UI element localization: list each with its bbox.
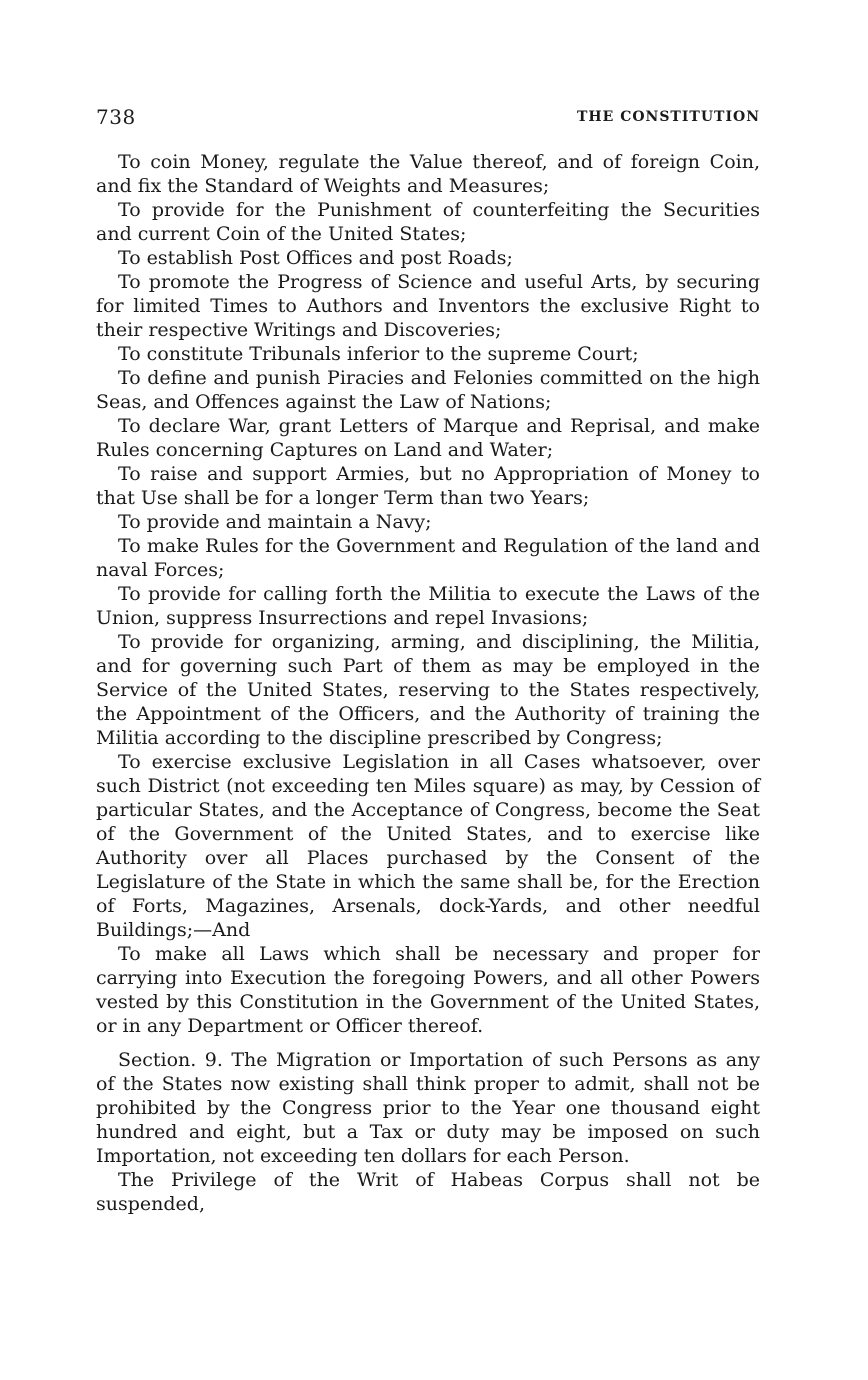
clause-habeas-corpus: The Privilege of the Writ of Habeas Corpus shall not be suspended, xyxy=(96,1169,760,1215)
clause-post-offices: To establish Post Offices and post Roads; xyxy=(118,247,513,269)
clause-exclusive-legislation: To exercise exclusive Legislation in all Cases whatsoever, over such District (not exceeding ten Miles square) as may, by Cession of particular States, and the Acceptance of Congress, become the Seat of the Government of the United States, and to exercise like Authority over all Places purchased by the Consent of the Legislature of the State in which the same shall be, for the Erection of Forts, Magazines, Arsenals, dock-Yards, and other needful Buildings;—And xyxy=(96,751,760,941)
clause-calling-militia: To provide for calling forth the Militia to execute the Laws of the Union, suppress Insurrections and repel Invasions; xyxy=(96,583,760,629)
page-header xyxy=(96,105,760,135)
clause-tribunals: To constitute Tribunals inferior to the supreme Court; xyxy=(118,343,639,365)
section-9-migration: Section. 9. The Migration or Importation of such Persons as any of the States now existing shall think proper to admit, shall not be prohibited by the Congress prior to the Year one thousand eight hundred and eight, but a Tax or duty may be imposed on such Importation, not exceeding ten dollars for each Person. xyxy=(96,1049,760,1167)
clause-counterfeiting: To provide for the Punishment of counterfeiting the Securities and current Coin of the United States; xyxy=(96,199,760,245)
clause-coin-money: To coin Money, regulate the Value thereof, and of foreign Coin, and fix the Standard of Weights and Measures; xyxy=(96,151,760,197)
clause-piracies: To define and punish Piracies and Felonies committed on the high Seas, and Offences against the Law of Nations; xyxy=(96,367,760,413)
body-text xyxy=(96,150,760,1216)
clause-land-naval-forces: To make Rules for the Government and Regulation of the land and naval Forces; xyxy=(96,535,760,581)
running-head: THE CONSTITUTION xyxy=(577,109,760,125)
clause-organizing-militia: To provide for organizing, arming, and disciplining, the Militia, and for governing such Part of them as may be employed in the Service of the United States, reserving to the States respectively, the Appointment of the Officers, and the Authority of training the Militia according to the discipline prescribed by Congress; xyxy=(96,631,760,749)
clause-declare-war: To declare War, grant Letters of Marque and Reprisal, and make Rules concerning Captures on Land and Water; xyxy=(96,415,760,461)
clause-armies: To raise and support Armies, but no Appropriation of Money to that Use shall be for a longer Term than two Years; xyxy=(96,463,760,509)
page-number: 738 xyxy=(96,105,136,129)
clause-navy: To provide and maintain a Navy; xyxy=(118,511,432,533)
clause-science-arts: To promote the Progress of Science and useful Arts, by securing for limited Times to Authors and Inventors the exclusive Right to their respective Writings and Discoveries; xyxy=(96,271,760,341)
clause-necessary-proper: To make all Laws which shall be necessary and proper for carrying into Execution the foregoing Powers, and all other Powers vested by this Constitution in the Government of the United States, or in any Department or Officer thereof. xyxy=(96,943,760,1037)
